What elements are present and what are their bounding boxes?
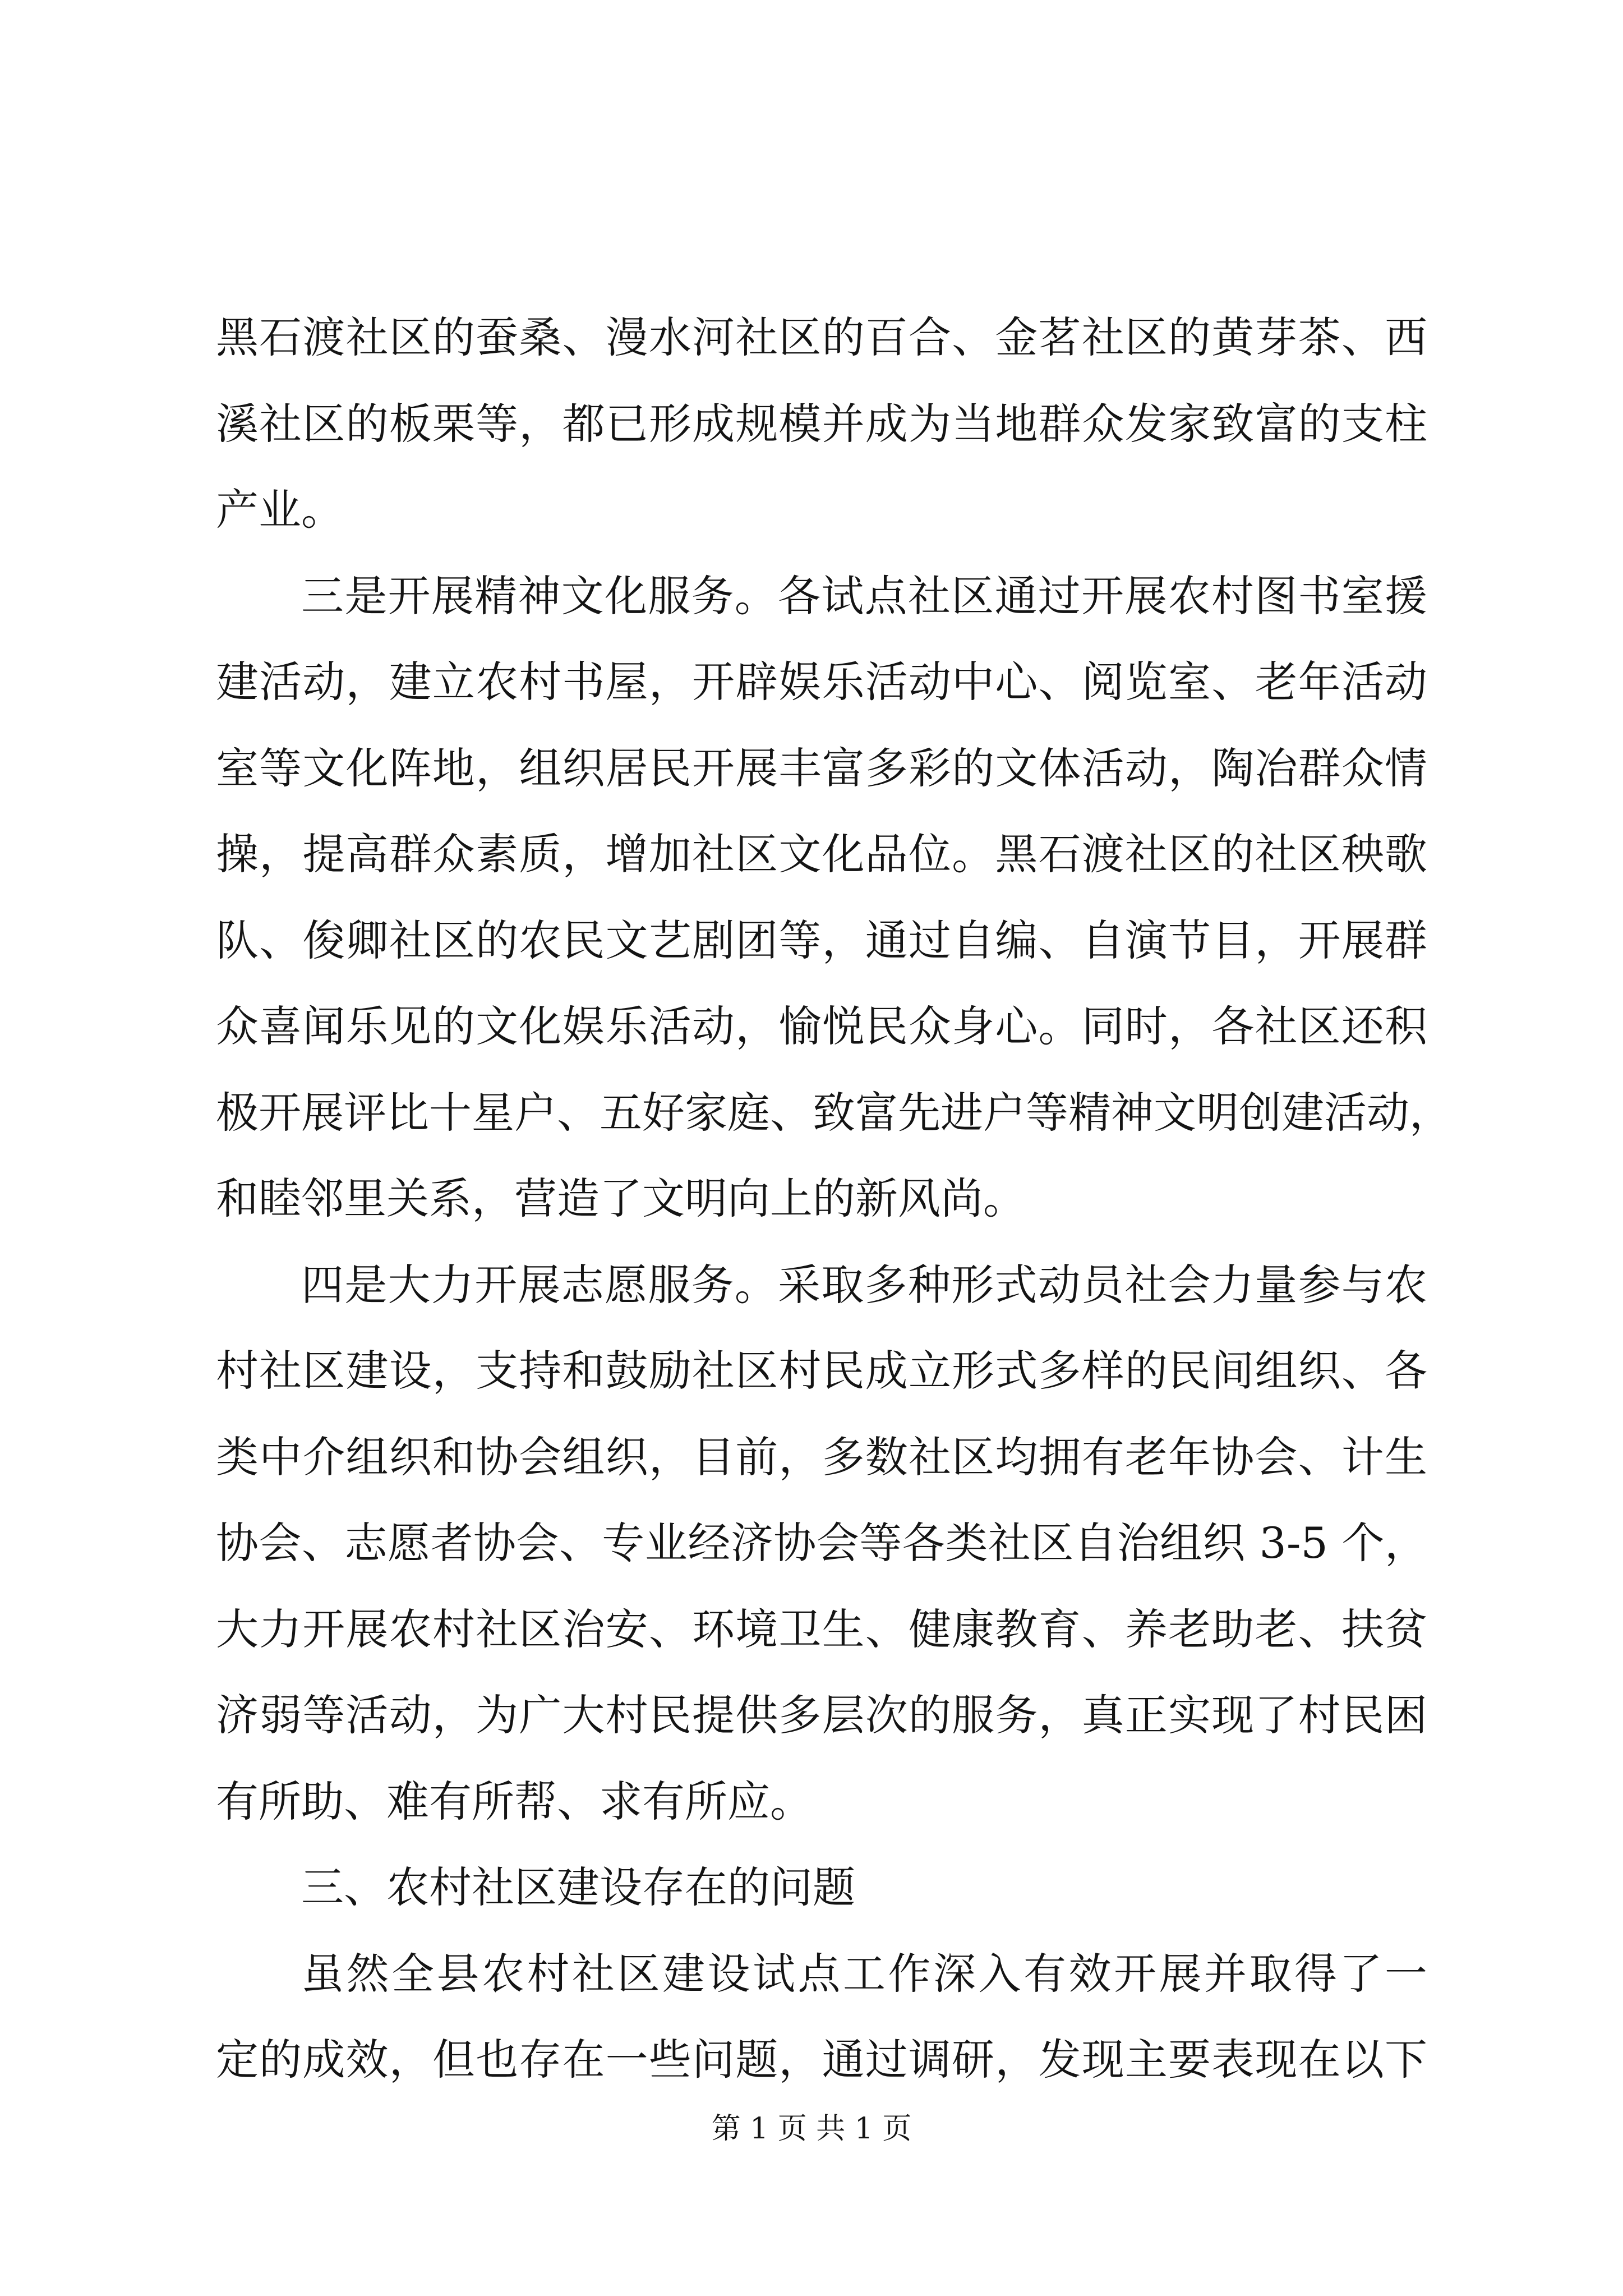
text-line: 和睦邻里关系，营造了文明向上的新风尚。 — [216, 1174, 1026, 1223]
text-line: 室等文化阵地，组织居民开展丰富多彩的文体活动，陶冶群众情 — [216, 743, 1427, 793]
section-heading: 三、农村社区建设存在的问题 — [301, 1862, 855, 1912]
text-line: 协会、志愿者协会、专业经济协会等各类社区自治组织 3-5 个， — [216, 1518, 1427, 1568]
text-line: 溪社区的板栗等，都已形成规模并成为当地群众发家致富的支柱 — [216, 398, 1427, 449]
text-line: 建活动，建立农村书屋，开辟娱乐活动中心、阅览室、老年活动 — [216, 657, 1427, 707]
body-text — [216, 295, 1452, 2103]
text-line: 类中介组织和协会组织，目前，多数社区均拥有老年协会、计生 — [216, 1432, 1427, 1482]
page-number-footer: 第 1 页 共 1 页 — [711, 2112, 912, 2146]
text-line: 有所助、难有所帮、求有所应。 — [216, 1776, 813, 1826]
text-line: 黑石渡社区的蚕桑、漫水河社区的百合、金茗社区的黄芽茶、西 — [216, 312, 1427, 362]
text-line: 极开展评比十星户、五好家庭、致富先进户等精神文明创建活动， — [216, 1087, 1452, 1138]
text-line: 产业。 — [216, 485, 344, 535]
paragraph-start-line: 三是开展精神文化服务。各试点社区通过开展农村图书室援 — [301, 570, 1427, 621]
paragraph-start-line: 四是大力开展志愿服务。采取多种形式动员社会力量参与农 — [301, 1259, 1427, 1310]
paragraph-start-line: 虽然全县农村社区建设试点工作深入有效开展并取得了一 — [301, 1948, 1427, 1999]
text-line: 济弱等活动，为广大村民提供多层次的服务，真正实现了村民困 — [216, 1690, 1427, 1740]
text-line: 众喜闻乐见的文化娱乐活动，愉悦民众身心。同时，各社区还积 — [216, 1001, 1427, 1051]
text-line: 大力开展农村社区治安、环境卫生、健康教育、养老助老、扶贫 — [216, 1604, 1427, 1654]
text-line: 操，提高群众素质，增加社区文化品位。黑石渡社区的社区秧歌 — [216, 829, 1427, 879]
text-line: 定的成效，但也存在一些问题，通过调研，发现主要表现在以下 — [216, 2035, 1427, 2085]
text-line: 村社区建设，支持和鼓励社区村民成立形式多样的民间组织、各 — [216, 1346, 1427, 1396]
text-line: 队、俊卿社区的农民文艺剧团等，通过自编、自演节目，开展群 — [216, 915, 1427, 965]
